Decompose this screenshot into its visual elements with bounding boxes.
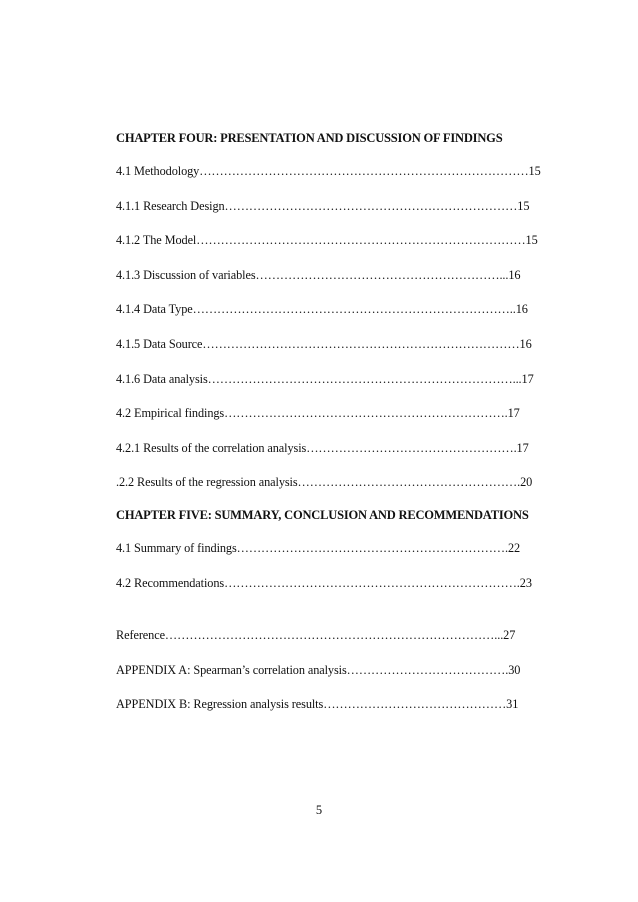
toc-entry-correlation-results: 4.2.1 Results of the correlation analysis…………………………………………….17	[116, 440, 529, 455]
toc-entry-data-type: 4.1.4 Data Type……………………………………………………………………..16	[116, 302, 528, 317]
toc-entry-regression-results: .2.2 Results of the regression analysis……………………………………………….20	[116, 475, 533, 490]
toc-entry-recommendations: 4.2 Recommendations……………………………………………………………….23	[116, 575, 532, 590]
toc-entry-discussion-of-variables: 4.1.3 Discussion of variables……………………………………………………...16	[116, 267, 521, 282]
toc-entry-methodology: 4.1 Methodology………………………………………………………………………15	[116, 164, 541, 178]
toc-entry-data-source: 4.1.5 Data Source……………………………………………………………………16	[116, 336, 532, 351]
toc-entry-the-model: 4.1.2 The Model………………………………………………………………………15	[116, 233, 538, 248]
toc-entry-appendix-b: APPENDIX B: Regression analysis results………………………………………31	[116, 697, 519, 712]
toc-entry-appendix-a: APPENDIX A: Spearman’s correlation analysis………………………………….30	[116, 662, 521, 677]
chapter-four-heading: CHAPTER FOUR: PRESENTATION AND DISCUSSION OF FINDINGS	[116, 131, 503, 145]
toc-entry-reference: Reference………………………………………………………………………...27	[116, 627, 516, 642]
toc-entry-summary-of-findings: 4.1 Summary of findings………………………………………………………….22	[116, 541, 521, 556]
toc-entry-empirical-findings: 4.2 Empirical findings…………………………………………………………….17	[116, 406, 520, 421]
page-number: 5	[315, 803, 323, 817]
chapter-five-heading: CHAPTER FIVE: SUMMARY, CONCLUSION AND RECOMMENDATIONS	[116, 508, 529, 523]
toc-entry-research-design: 4.1.1 Research Design………………………………………………………………15	[116, 198, 530, 213]
table-of-contents	[116, 130, 566, 712]
toc-entry-data-analysis: 4.1.6 Data analysis…………………………………………………………………...17	[116, 371, 534, 386]
